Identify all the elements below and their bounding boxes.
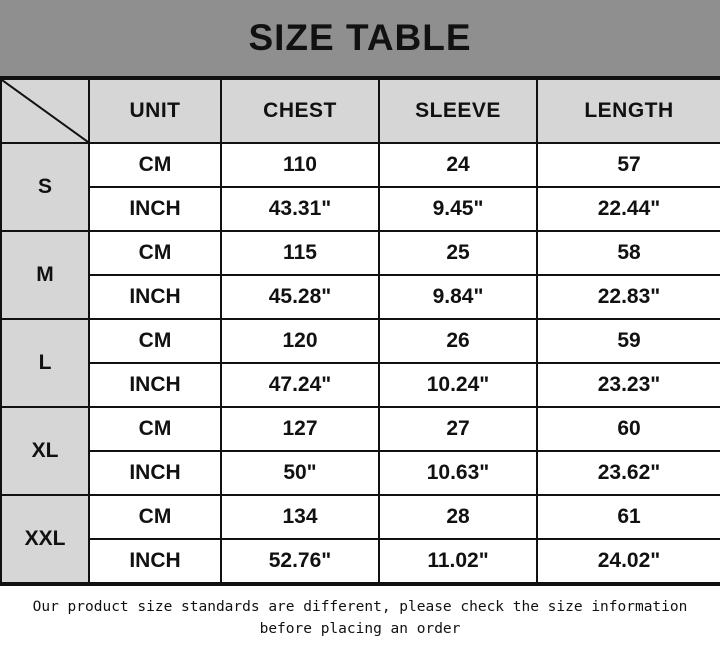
- length-inch-l: 23.23": [537, 363, 720, 407]
- chest-inch-m: 45.28": [221, 275, 379, 319]
- sleeve-inch-m: 9.84": [379, 275, 537, 319]
- column-header-unit: UNIT: [89, 79, 221, 143]
- length-inch-s: 22.44": [537, 187, 720, 231]
- sleeve-inch-xxl: 11.02": [379, 539, 537, 583]
- chest-inch-l: 47.24": [221, 363, 379, 407]
- unit-cell-cm: CM: [89, 319, 221, 363]
- unit-cell-cm: CM: [89, 407, 221, 451]
- diagonal-line-icon: [2, 80, 88, 142]
- column-header-chest: CHEST: [221, 79, 379, 143]
- size-label-xl: XL: [1, 407, 89, 495]
- length-inch-m: 22.83": [537, 275, 720, 319]
- unit-cell-cm: CM: [89, 231, 221, 275]
- table-row: [1, 495, 720, 539]
- size-disclaimer-text: Our product size standards are different, please check the size information before placing an order: [32, 599, 688, 637]
- unit-cell-inch: INCH: [89, 539, 221, 583]
- size-label-xxl: XXL: [1, 495, 89, 583]
- table-row: [1, 231, 720, 275]
- sleeve-cm-m: 25: [379, 231, 537, 275]
- sleeve-cm-s: 24: [379, 143, 537, 187]
- title-bar: [0, 0, 720, 78]
- page-title: SIZE TABLE: [248, 17, 472, 58]
- length-cm-l: 59: [537, 319, 720, 363]
- table-row: [1, 363, 720, 407]
- chest-inch-xl: 50": [221, 451, 379, 495]
- length-cm-xxl: 61: [537, 495, 720, 539]
- chest-inch-xxl: 52.76": [221, 539, 379, 583]
- table-row: [1, 407, 720, 451]
- sleeve-inch-l: 10.24": [379, 363, 537, 407]
- unit-cell-cm: CM: [89, 495, 221, 539]
- column-header-sleeve: SLEEVE: [379, 79, 537, 143]
- size-label-l: L: [1, 319, 89, 407]
- size-disclaimer-note: [0, 584, 720, 652]
- size-chart-table: [0, 78, 720, 584]
- length-inch-xxl: 24.02": [537, 539, 720, 583]
- table-row: [1, 143, 720, 187]
- sleeve-inch-s: 9.45": [379, 187, 537, 231]
- table-row: [1, 451, 720, 495]
- sleeve-inch-xl: 10.63": [379, 451, 537, 495]
- unit-cell-cm: CM: [89, 143, 221, 187]
- sleeve-cm-xxl: 28: [379, 495, 537, 539]
- unit-cell-inch: INCH: [89, 187, 221, 231]
- chest-cm-m: 115: [221, 231, 379, 275]
- size-label-m: M: [1, 231, 89, 319]
- column-header-length: LENGTH: [537, 79, 720, 143]
- chest-cm-xl: 127: [221, 407, 379, 451]
- unit-cell-inch: INCH: [89, 451, 221, 495]
- chest-inch-s: 43.31": [221, 187, 379, 231]
- length-cm-m: 58: [537, 231, 720, 275]
- table-row: [1, 319, 720, 363]
- unit-cell-inch: INCH: [89, 275, 221, 319]
- chest-cm-l: 120: [221, 319, 379, 363]
- length-cm-xl: 60: [537, 407, 720, 451]
- length-cm-s: 57: [537, 143, 720, 187]
- size-label-s: S: [1, 143, 89, 231]
- unit-cell-inch: INCH: [89, 363, 221, 407]
- table-header-row: [1, 79, 720, 143]
- table-row: [1, 187, 720, 231]
- table-row: [1, 539, 720, 583]
- table-row: [1, 275, 720, 319]
- length-inch-xl: 23.62": [537, 451, 720, 495]
- chest-cm-xxl: 134: [221, 495, 379, 539]
- sleeve-cm-xl: 27: [379, 407, 537, 451]
- sleeve-cm-l: 26: [379, 319, 537, 363]
- chest-cm-s: 110: [221, 143, 379, 187]
- corner-diagonal-cell: [1, 79, 89, 143]
